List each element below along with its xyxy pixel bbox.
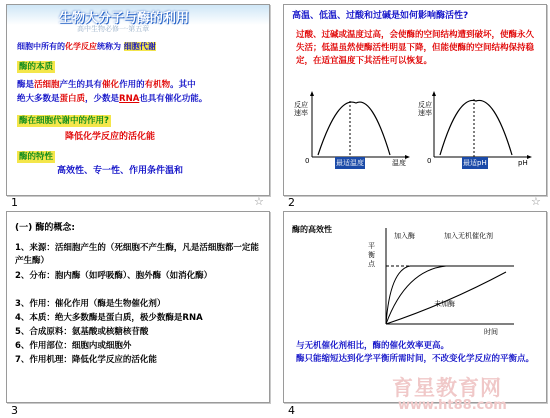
- slide-3-item-3: 3、作用：催化作用（酶是生物催化剂）: [15, 299, 166, 309]
- def-keyword: 活细胞: [34, 80, 60, 90]
- heading-enzyme-role: 酶在细胞代谢中的作用?: [19, 116, 109, 126]
- slide-4-title: 酶的高效性: [292, 225, 332, 234]
- label-no-enzyme: 未加酶: [434, 300, 455, 308]
- curve-enzyme: [386, 266, 514, 324]
- graph-ph-ylabel: 反应速率: [418, 101, 432, 117]
- enzyme-effect-text: 降低化学反应的活化能: [65, 132, 156, 142]
- slide-2-question: 高温、低温、过酸和过碱是如何影响酶活性?: [292, 11, 469, 21]
- slide-1-thumbnail[interactable]: [6, 4, 270, 196]
- slide-1-subtitle: 高中生物必修一·第五章: [77, 25, 150, 33]
- slide-3-thumbnail[interactable]: [6, 211, 270, 403]
- def-text: 产生的具有: [59, 80, 103, 90]
- def-text: 。其中: [170, 80, 196, 90]
- graph-temp-origin: 0: [305, 157, 310, 165]
- efficiency-ylabel: 平衡点: [368, 242, 375, 268]
- slide-2-transition-icon[interactable]: ☆: [531, 195, 541, 208]
- intro-highlight: 细胞代谢: [123, 42, 156, 51]
- slide-3-item-4: 4、本质：绝大多数酶是蛋白质，极少数酶是RNA: [15, 313, 203, 323]
- slide-1-definition-line-2: [17, 93, 267, 105]
- curve-inorganic: [386, 266, 514, 324]
- def-keyword: 蛋白质: [59, 94, 86, 104]
- enzyme-properties-text: 高效性、专一性、作用条件温和: [57, 166, 184, 176]
- graph-ph-y-arrow: [432, 91, 436, 96]
- heading-enzyme-nature: 酶的本质: [19, 62, 54, 72]
- graph-ph-optimum-label: 最适pH: [463, 159, 487, 167]
- slide-4-caption-2: 酶只能缩短达到化学平衡所需时间，不改变化学反应的平衡点。: [296, 354, 535, 364]
- intro-part: 统称为: [97, 42, 121, 51]
- label-inorganic: 加入无机催化剂: [444, 232, 493, 240]
- graph-ph-xlabel: pH: [518, 159, 528, 167]
- intro-keyword: 化学反应: [65, 42, 97, 51]
- graph-temperature: [310, 91, 410, 163]
- slide-1-definition-line-1: [17, 79, 267, 91]
- slide-3-item-2: 2、分布：胞内酶（如呼吸酶）、胞外酶（如消化酶）: [15, 271, 213, 281]
- slide-3-item-6: 6、作用部位：细胞内或细胞外: [15, 341, 132, 351]
- slide-4-number: 4: [288, 404, 295, 417]
- graph-temp-ylabel: 反应速率: [294, 101, 308, 117]
- graph-ph-x-arrow: [527, 155, 532, 159]
- graph-temp-curve: [318, 102, 390, 155]
- slide-3-item-7: 7、作用机理：降低化学反应的活化能: [15, 355, 157, 365]
- label-enzyme: 加入酶: [394, 232, 415, 240]
- def-text: 也具有催化功能。: [139, 94, 208, 104]
- def-keyword: 催化: [102, 80, 120, 90]
- slide-2-explanation: 过酸、过碱或温度过高，会使酶的空间结构遭到破坏，使酶永久失活；低温虽然使酶活性明显下降，但能使酶的空间结构保持稳定，在适宜温度下其活性可以恢复。: [296, 30, 535, 66]
- slide-3-item-5: 5、合成原料：氨基酸或核糖核苷酸: [15, 327, 149, 337]
- graph-ph: [432, 91, 532, 163]
- intro-part: 细胞中所有的: [17, 42, 65, 51]
- slide-3-number: 3: [11, 404, 18, 417]
- def-text: 作用的: [119, 80, 145, 90]
- slide-2-thumbnail[interactable]: [283, 4, 547, 196]
- slide-3-title: (一) 酶的概念:: [15, 223, 75, 233]
- watermark-brand: 育星教育网: [392, 376, 502, 400]
- slide-1-intro: [17, 41, 267, 53]
- def-keyword: 有机物: [144, 80, 171, 90]
- def-text: 酶是: [17, 80, 35, 90]
- slide-1-transition-icon[interactable]: ☆: [254, 195, 264, 208]
- graph-temp-optimum-label: 最适温度: [336, 159, 364, 167]
- slide-3-item-1: 1、来源：活细胞产生的（死细胞不产生酶，凡是活细胞都一定能产生酶）: [15, 243, 259, 266]
- slide-1-title: 生物大分子与酶的利用: [59, 11, 190, 26]
- def-text: 绝大多数是: [17, 94, 60, 104]
- slide-2-number: 2: [288, 196, 295, 209]
- efficiency-graph: [366, 224, 516, 332]
- watermark-url: www.ht88.com: [398, 398, 507, 413]
- def-text: ，少数是: [85, 94, 120, 104]
- def-keyword: RNA: [119, 94, 140, 104]
- slide-4-caption-1: 与无机催化剂相比，酶的催化效率更高。: [296, 341, 450, 351]
- graph-temp-y-arrow: [310, 91, 314, 96]
- graph-ph-curve: [440, 100, 512, 155]
- heading-enzyme-properties: 酶的特性: [19, 152, 54, 162]
- efficiency-xlabel: 时间: [484, 328, 498, 336]
- graph-ph-origin: 0: [427, 157, 432, 165]
- graph-temp-xlabel: 温度: [392, 159, 406, 167]
- slide-1-number: 1: [11, 196, 18, 209]
